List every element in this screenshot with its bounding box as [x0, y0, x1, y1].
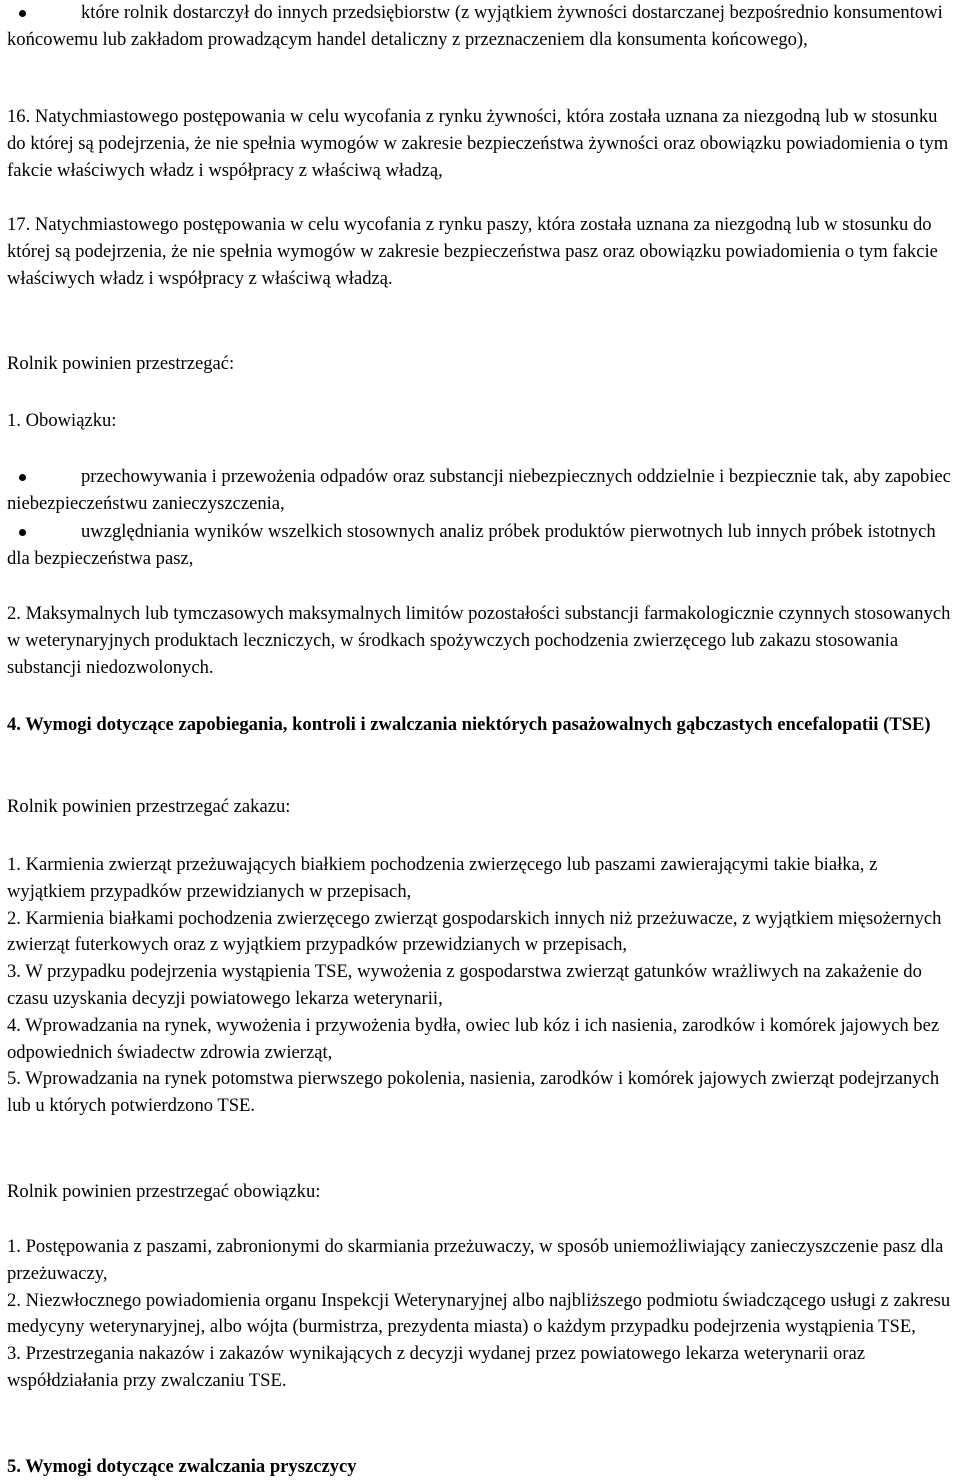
bullet-icon [19, 10, 26, 17]
section-5-heading: 5. Wymogi dotyczące zwalczania pryszczycy [7, 1456, 357, 1477]
list-item: 3. Przestrzegania nakazów i zakazów wynikających z decyzji wydanej przez powiatowego lekarza weterynarii oraz współdziałania przy zwalczaniu TSE. [7, 1343, 865, 1391]
item-17: 17. Natychmiastowego postępowania w celu wycofania z rynku paszy, która została uznana za niezgodną lub w stosunku do której są podejrzenia, że nie spełnia wymogów w zakresie bezpieczeństwa pasz oraz obowiązku powiadomienia o tym fakcie właściwych władz i współpracy z właściwą władzą. [7, 214, 938, 289]
bullet-item [7, 464, 953, 518]
bullet-text: które rolnik dostarczył do innych przedsiębiorstw (z wyjątkiem żywności dostarczanej bezpośrednio konsumentowi końcowemu lub zakładom prowadzącym handel detaliczny z przeznaczeniem dla konsumenta końcowego), [7, 2, 943, 50]
list-item: 3. W przypadku podejrzenia wystąpienia TSE, wywożenia z gospodarstwa zwierząt gatunków wrażliwych na zakażenie do czasu uzyskania decyzji powiatowego lekarza weterynarii, [7, 961, 922, 1009]
bullet-icon [19, 529, 26, 536]
list-item: 2. Niezwłocznego powiadomienia organu Inspekcji Weterynaryjnej albo najbliższego podmiotu świadczącego usługi z zakresu medycyny weterynaryjnej, albo wójta (burmistrza, prezydenta miasta) o każdym przypadku podejrzenia wystąpienia TSE, [7, 1289, 951, 1338]
list-item: 2. Karmienia białkami pochodzenia zwierzęcego zwierząt gospodarskich innych niż przeżuwacze, z wyjątkiem mięsożernych zwierząt futerkowych oraz z wyjątkiem przypadków przewidzianych w przepisach, [7, 907, 942, 956]
bullet-text: przechowywania i przewożenia odpadów oraz substancji niebezpiecznych oddzielnie i bezpiecznie tak, aby zapobiec niebezpieczeństwu zanieczyszczenia, [7, 466, 951, 514]
ban-list [7, 852, 953, 1120]
intro-ban: Rolnik powinien przestrzegać zakazu: [7, 796, 291, 817]
duty-list [7, 1234, 953, 1395]
list-item: 1. Karmienia zwierząt przeżuwających białkiem pochodzenia zwierzęcego lub paszami zawierającymi takie białka, z wyjątkiem przypadków przewidzianych w przepisach, [7, 854, 878, 902]
intro-duty: Rolnik powinien przestrzegać obowiązku: [7, 1181, 321, 1202]
bullet-item [7, 519, 953, 573]
bullet-text: uwzględniania wyników wszelkich stosownych analiz próbek produktów pierwotnych lub innych próbek istotnych dla bezpieczeństwa pasz, [7, 521, 936, 569]
section-4-heading: 4. Wymogi dotyczące zapobiegania, kontroli i zwalczania niektórych pasażowalnych gąbczastych encefalopatii (TSE) [7, 714, 931, 735]
obligation-heading: 1. Obowiązku: [7, 410, 117, 431]
list-item: 5. Wprowadzania na rynek potomstwa pierwszego pokolenia, nasienia, zarodków i komórek jajowych zwierząt podejrzanych lub u których potwierdzono TSE. [7, 1068, 940, 1117]
item-2-paragraph: 2. Maksymalnych lub tymczasowych maksymalnych limitów pozostałości substancji farmakologicznie czynnych stosowanych w weterynaryjnych produktach leczniczych, w środkach spożywczych pochodzenia zwierzęcego lub zakazu stosowania substancji niedozwolonych. [7, 603, 951, 678]
bullet-item [7, 0, 953, 54]
item-16: 16. Natychmiastowego postępowania w celu wycofania z rynku żywności, która została uznana za niezgodną lub w stosunku do której są podejrzenia, że nie spełnia wymogów w zakresie bezpieczeństwa żywności oraz obowiązku powiadomienia o tym fakcie właściwych władz i współpracy z właściwą władzą, [7, 106, 949, 181]
intro-paragraph: Rolnik powinien przestrzegać: [7, 353, 235, 374]
list-item: 4. Wprowadzania na rynek, wywożenia i przywożenia bydła, owiec lub kóz i ich nasienia, zarodków i komórek jajowych bez odpowiednich świadectw zdrowia zwierząt, [7, 1014, 940, 1063]
list-item: 1. Postępowania z paszami, zabronionymi do skarmiania przeżuwaczy, w sposób uniemożliwiający zanieczyszczenie pasz dla przeżuwaczy, [7, 1236, 944, 1284]
bullet-icon [19, 474, 26, 481]
